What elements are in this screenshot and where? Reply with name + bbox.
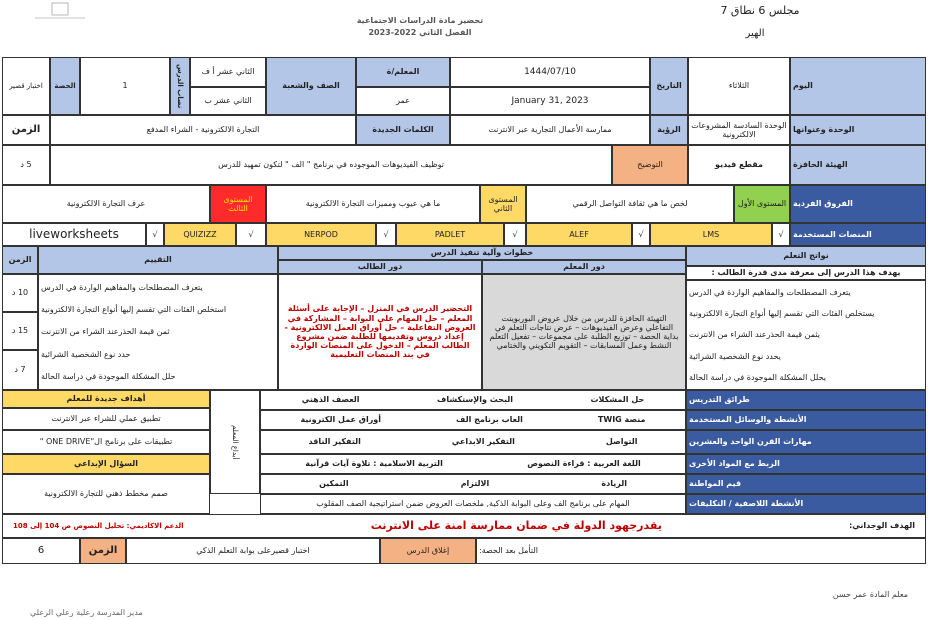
skills-item: التفكير الناقد (308, 437, 361, 447)
level1-value: لخص ما هي ثقافة التواصل الرقمي (526, 185, 734, 223)
assessment-item: حدد نوع الشخصية الشرائية (41, 349, 131, 359)
keywords-value: التجارة الالكترونية - الشراء المدفع (50, 115, 356, 145)
closing-value: اختبار قصيرعلى بوابة التعلم الذكي (126, 538, 380, 564)
link-label: الربط مع المواد الأخرى (686, 454, 926, 474)
extra-label: الأنشطة اللاصفية / التكليفات (686, 494, 926, 514)
tools-item: أوراق عمل الكترونية (300, 415, 382, 425)
check-quizizz: √ (236, 223, 266, 246)
teaching-item: البحث والإستكشاف (437, 395, 513, 405)
check-lms: √ (772, 223, 790, 246)
skills-label: مهارات القرن الواحد والعشرين (686, 430, 926, 454)
lessons-value: 1 (80, 57, 170, 115)
citizenship-label: قيم المواطنة (686, 474, 926, 494)
tools-item: منصة TWIG (597, 415, 646, 425)
check-nerpod: √ (376, 223, 396, 246)
closing-time-label: الزمن (80, 538, 126, 564)
check-alef: √ (632, 223, 650, 246)
test-label: اختبار قصير (2, 57, 50, 115)
assessment-item: حلل المشكلة الموجودة في دراسة الحالة (41, 372, 176, 382)
day-label: اليوم (790, 57, 926, 115)
platform-liveworksheets: liveworksheets (2, 223, 146, 246)
day-value: الثلاثاء (688, 57, 790, 115)
teacher-signature: معلم المادة عمر حسن (832, 590, 908, 599)
creative-label: أبداع المعلم (210, 390, 260, 494)
assessment-item: ثمن قيمة الحذرعند الشراء من الانترنت (41, 327, 170, 337)
outcomes-sub: يهدف هذا الدرس إلى معرفة مدى قدرة الطالب : (686, 266, 926, 280)
grade-a: الثاني عشر أ ف (190, 57, 266, 87)
tools-item: العاب برنامج الف (456, 415, 523, 425)
lessons-label: نصاب الدرس (170, 57, 190, 115)
tools-value (260, 410, 686, 430)
skills-item: التفكير الابداعي (451, 437, 515, 447)
assessment-time-1: 10 د (2, 274, 38, 312)
keywords-label: الكلمات الجديدة (356, 115, 450, 145)
check-padlet: √ (504, 223, 526, 246)
grade-b: الثاني عشر ب (190, 87, 266, 115)
gregorian-date: January 31, 2023 (450, 87, 650, 115)
hook-label: الهيئة الحافزة (790, 145, 926, 185)
school-label: الهير (745, 28, 765, 39)
new-goals-value: تطبيق عملي للشراء عبر الانترنت (2, 408, 210, 430)
unit-value: الوحدة السادسة المشروعات الالكترونية (688, 115, 790, 145)
extra-value: المهام على برنامج الف وعلى البوابة الذكية, ملخصات العروض ضمن استراتيجية الصف المقلوب (260, 494, 686, 514)
teaching-value (260, 390, 686, 410)
title-line1: تحضير مادة الدراسات الاجتماعية (356, 16, 484, 25)
level2-label: المستوى الثاني (480, 185, 526, 223)
platforms-label: المنصات المستخدمة (790, 223, 926, 246)
student-role-text: التحضير الدرس في المنزل – الإجابة على أسئلة المعلم – حل المهام على البوابة – المشاركة في العروض التفاعلية – حل أوراق العمل الالكترونية - إعداد دروس وتقديمها للطلبة ضمن مشروع الطالب المعلم – الدخول على المنصات الواردة في بند المنصات التعليمية (278, 274, 482, 390)
teacher-value: عمر (356, 87, 450, 115)
outcome-item: يستخلص الفئات التي تقسم إليها أنواع التجارة الالكترونية (689, 309, 875, 319)
assessment-list (38, 274, 278, 390)
level3-value: عرف التجارة الالكترونية (2, 185, 210, 223)
tools-label: الأنشطة والوسائل المستخدمة (686, 410, 926, 430)
hook-time: 5 د (2, 145, 50, 185)
creative-q-label: السؤال الإبداعي (2, 454, 210, 474)
principal-signature: مدير المدرسة رعلية رعلي الرعلي (30, 608, 143, 617)
citizenship-item: الريادة (601, 479, 627, 489)
closing-time-value: 6 (2, 538, 80, 564)
platform-padlet: PADLET (396, 223, 504, 246)
assessment-label: التقييم (38, 246, 278, 274)
grade-label: الصف والشعبة (266, 57, 356, 115)
skills-item: التواصل (605, 437, 638, 447)
level2-value: ما هي عيوب ومميزات التجارة الالكترونية (266, 185, 480, 223)
emotional-label: الهدف الوجداني: (849, 521, 915, 531)
teacher-label: المعلم/ة (356, 57, 450, 87)
title-line2: الفصل الثاني 2022-2023 (368, 28, 472, 37)
unit-label: الوحدة وعنوانها (790, 115, 926, 145)
teaching-item: العصف الذهني (301, 395, 360, 405)
assessment-item: استخلص الفئات التي تقسم إليها أنواع التجارة الالكترونية (41, 304, 227, 314)
citizenship-item: الالتزام (460, 479, 490, 489)
assessment-time-2: 15 د (2, 312, 38, 350)
assessment-time-3: 7 د (2, 350, 38, 390)
link-value (260, 454, 686, 474)
new-goals-label: أهداف جديدة للمعلم (2, 390, 210, 408)
level1-label: المستوى الأول (734, 185, 790, 223)
teacher-role-text: التهيئة الحافزة للدرس من خلال عروض البوربوينت التفاعلي وعرض الفيديوهات – عرض نتاجات التعلم في بداية الحصة – توزيع الطلبة على مجموعات – تفعيل التعلم النشط وعمل المسابقات – التقويم التكويني والختامي (482, 274, 686, 390)
class-label: الحصة (50, 57, 80, 115)
teaching-label: طرائق التدريس (686, 390, 926, 410)
date-label: التاريخ (650, 57, 688, 115)
steps-label: خطوات وآلية تنفيذ الدرس (278, 246, 686, 260)
vision-label: الرؤية (650, 115, 688, 145)
creative-q-value: صمم مخطط ذهني للتجارة الالكترونية (2, 474, 210, 514)
check-liveworksheets: √ (146, 223, 164, 246)
teacher-role-label: دور المعلم (482, 260, 686, 274)
reflection-label: التأمل بعد الحصة: (476, 538, 926, 564)
link-item: التربية الاسلامية : تلاوة آيات قرآنية (305, 459, 443, 469)
teaching-item: حل المشكلات (590, 395, 645, 405)
platform-lms: LMS (650, 223, 772, 246)
support-value: الدعم الاكاديمي: تحليل النصوص ص 104 إلى 108 (13, 521, 184, 530)
closing-label: إغلاق الدرس (380, 538, 476, 564)
outcomes-label: نواتج التعلم (686, 246, 926, 266)
citizenship-item: التمكين (319, 479, 349, 489)
platform-nerpod: NERPOD (266, 223, 376, 246)
vision-value: ممارسة الأعمال التجارية عبر الانترنت (450, 115, 650, 145)
outcome-item: يحلل المشكلة الموجودة في دراسة الحالة (689, 372, 826, 382)
outcome-item: يثمن قيمة الحذرعند الشراء من الانترنت (689, 330, 820, 340)
outcome-item: يحدد نوع الشخصية الشرائية (689, 351, 781, 361)
assessment-time-label: الزمن (2, 246, 38, 274)
hijri-date: 1444/07/10 (450, 57, 650, 87)
diff-label: الفروق الفردية (790, 185, 926, 223)
outcomes-list (686, 280, 926, 390)
hook-type: مقطع فيديو (688, 145, 790, 185)
time-label: الزمن (2, 115, 50, 145)
apps-value: تطبيقات على برنامج ال"ONE DRIVE " (2, 430, 210, 454)
platform-quizizz: QUIZIZZ (164, 223, 236, 246)
council-label: مجلس 6 نطاق 7 (720, 4, 800, 17)
citizenship-value (260, 474, 686, 494)
assessment-item: يتعرف المصطلحات والمفاهيم الواردة في الدرس (41, 282, 203, 292)
explain-label: التوضيح (612, 145, 688, 185)
emotional-value: يقدرجهود الدولة في ضمان ممارسة امنة على الانترنت (370, 518, 662, 532)
link-item: اللغة العربية : قراءة النصوص (527, 459, 641, 469)
student-role-label: دور الطالب (278, 260, 482, 274)
emotional-row (2, 514, 926, 538)
outcome-item: يتعرف المصطلحات والمفاهيم الواردة في الدرس (689, 288, 851, 297)
skills-value (260, 430, 686, 454)
level3-label: المستوى الثالث (210, 185, 266, 223)
explain-value: توظيف الفيديوهات الموجوده في برنامج " الف " لتكون تمهيد للدرس (50, 145, 612, 185)
platform-alef: ALEF (526, 223, 632, 246)
